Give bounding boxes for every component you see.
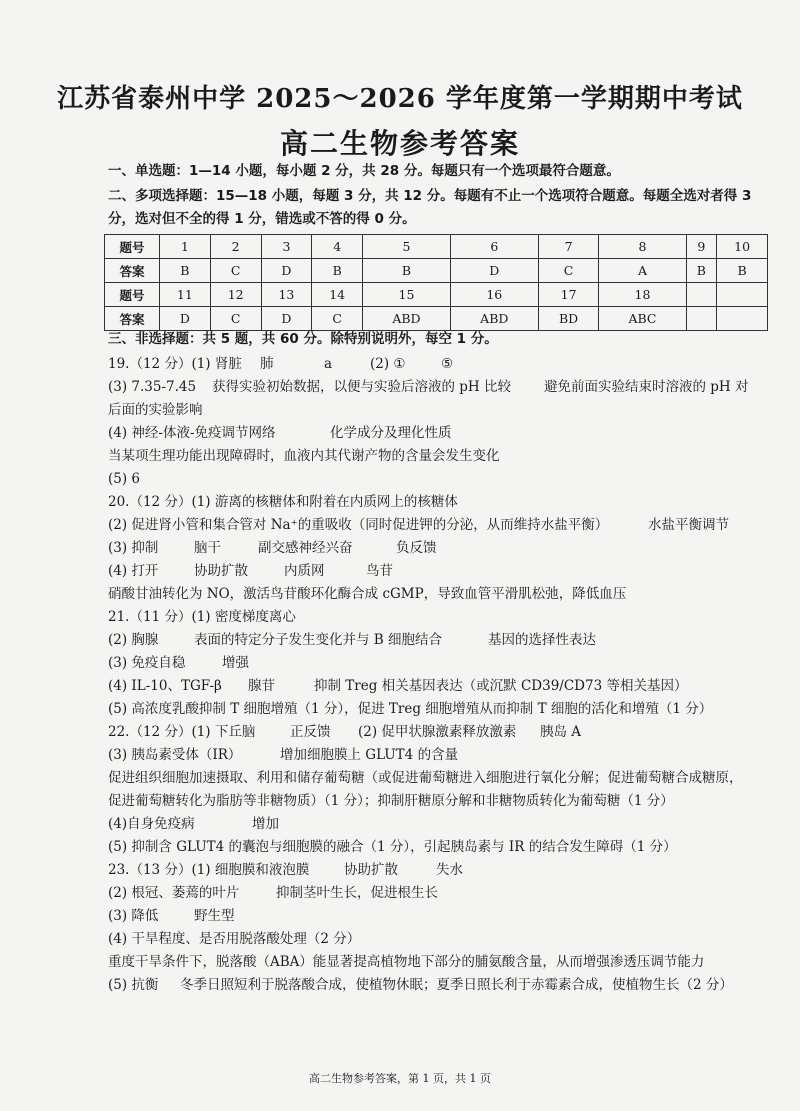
q22-line: (3) 胰岛素受体（IR） 增加细胞膜上 GLUT4 的含量 xyxy=(108,747,459,763)
table-cell: B xyxy=(160,259,211,283)
section-2-heading: 二、多项选择题：15—18 小题，每题 3 分，共 12 分。每题有不止一个选项符合题意。每题全选对者得 3 xyxy=(108,188,752,204)
table-cell: B xyxy=(363,259,451,283)
table-cell: 6 xyxy=(450,235,538,259)
q23-line: (2) 根冠、萎蔫的叶片 抑制茎叶生长，促进根生长 xyxy=(108,885,438,901)
table-cell: 8 xyxy=(599,235,686,259)
q19-line: 19.（12 分）(1) 肾脏 肺 a (2) ① ⑤ xyxy=(108,356,454,372)
table-label-answer: 答案 xyxy=(105,259,160,283)
q22-line: (5) 抑制含 GLUT4 的囊泡与细胞膜的融合（1 分），引起胰岛素与 IR 的结合发生障碍（1 分） xyxy=(108,839,677,855)
table-cell: 11 xyxy=(160,283,211,307)
table-cell: D xyxy=(160,307,211,331)
table-label-number: 题号 xyxy=(105,283,160,307)
q23-line: (5) 抗衡 冬季日照短利于脱落酸合成，使植物休眠；夏季日照长利于赤霉素合成，使植物生长（2 分） xyxy=(108,977,733,993)
table-cell: 3 xyxy=(261,235,312,259)
table-cell: C xyxy=(312,307,363,331)
table-cell xyxy=(686,283,717,307)
section-3-heading: 三、非选择题：共 5 题，共 60 分。除特别说明外，每空 1 分。 xyxy=(108,331,498,347)
q21-line: 21.（11 分）(1) 密度梯度离心 xyxy=(108,609,296,625)
q21-line: (2) 胸腺 表面的特定分子发生变化并与 B 细胞结合 基因的选择性表达 xyxy=(108,632,596,648)
table-cell: 7 xyxy=(538,235,599,259)
table-row-answers-2 xyxy=(105,307,768,331)
q19-line: (5) 6 xyxy=(108,471,141,487)
table-cell: B xyxy=(717,259,768,283)
section-1-heading: 一、单选题：1—14 小题，每小题 2 分，共 28 分。每题只有一个选项最符合题意。 xyxy=(108,163,620,179)
q20-line: 硝酸甘油转化为 NO，激活鸟苷酸环化酶合成 cGMP，导致血管平滑肌松弛，降低血压 xyxy=(108,586,627,602)
table-cell: C xyxy=(210,307,261,331)
table-cell: 14 xyxy=(312,283,363,307)
q23-line: (3) 降低 野生型 xyxy=(108,908,235,924)
q20-line: (2) 促进肾小管和集合管对 Na⁺的重吸收（同时促进钾的分泌，从而维持水盐平衡） 水盐平衡调节 xyxy=(108,517,729,533)
table-cell xyxy=(686,307,717,331)
table-cell xyxy=(717,307,768,331)
table-cell: A xyxy=(599,259,686,283)
table-cell: 18 xyxy=(599,283,686,307)
table-cell: BD xyxy=(538,307,599,331)
table-row-answers-1 xyxy=(105,259,768,283)
q19-line: (4) 神经-体液-免疫调节网络 化学成分及理化性质 xyxy=(108,425,452,441)
q23-line: 重度干旱条件下，脱落酸（ABA）能显著提高植物地下部分的脯氨酸含量，从而增强渗透压调节能力 xyxy=(108,954,705,970)
section-2-heading-cont: 分，选对但不全的得 1 分，错选或不答的得 0 分。 xyxy=(108,211,416,227)
q20-line: (4) 打开 协助扩散 内质网 鸟苷 xyxy=(108,563,393,579)
q19-line: 后面的实验影响 xyxy=(108,402,203,418)
q21-line: (5) 高浓度乳酸抑制 T 细胞增殖（1 分），促进 Treg 细胞增殖从而抑制 T 细胞的活化和增殖（1 分） xyxy=(108,701,713,717)
q22-line: 22.（12 分）(1) 下丘脑 正反馈 (2) 促甲状腺激素释放激素 胰岛 A xyxy=(108,724,582,740)
table-label-answer: 答案 xyxy=(105,307,160,331)
table-cell: 17 xyxy=(538,283,599,307)
q20-line: 20.（12 分）(1) 游离的核糖体和附着在内质网上的核糖体 xyxy=(108,494,458,510)
table-cell: 16 xyxy=(450,283,538,307)
table-cell: ABC xyxy=(599,307,686,331)
table-cell: B xyxy=(312,259,363,283)
table-cell: 12 xyxy=(210,283,261,307)
table-cell xyxy=(717,283,768,307)
table-cell: 5 xyxy=(363,235,451,259)
answer-table xyxy=(104,234,768,331)
page-footer: 高二生物参考答案，第 1 页，共 1 页 xyxy=(309,1072,491,1085)
table-cell: 1 xyxy=(160,235,211,259)
table-cell: 9 xyxy=(686,235,717,259)
school-exam-title: 江苏省泰州中学 2025～2026 学年度第一学期期中考试 xyxy=(57,84,743,114)
table-cell: C xyxy=(210,259,261,283)
table-cell: 2 xyxy=(210,235,261,259)
table-cell: D xyxy=(261,307,312,331)
q21-line: (4) IL-10、TGF-β 腺苷 抑制 Treg 相关基因表达（或沉默 CD39/CD73 等相关基因） xyxy=(108,678,688,694)
document-title: 高二生物参考答案 xyxy=(279,127,520,160)
q23-line: (4) 干旱程度、是否用脱落酸处理（2 分） xyxy=(108,931,361,947)
table-cell: C xyxy=(538,259,599,283)
table-row-numbers-1 xyxy=(105,235,768,259)
table-cell: 15 xyxy=(363,283,451,307)
table-cell: 10 xyxy=(717,235,768,259)
q20-line: (3) 抑制 脑干 副交感神经兴奋 负反馈 xyxy=(108,540,437,556)
table-label-number: 题号 xyxy=(105,235,160,259)
q21-line: (3) 免疫自稳 增强 xyxy=(108,655,249,671)
q19-line: 当某项生理功能出现障碍时，血液内其代谢产物的含量会发生变化 xyxy=(108,448,500,464)
table-cell: 4 xyxy=(312,235,363,259)
answer-body xyxy=(108,353,788,997)
q23-line: 23.（13 分）(1) 细胞膜和液泡膜 协助扩散 失水 xyxy=(108,862,463,878)
table-cell: ABD xyxy=(450,307,538,331)
table-cell: 13 xyxy=(261,283,312,307)
q22-line: 促进葡萄糖转化为脂肪等非糖物质）（1 分）；抑制肝糖原分解和非糖物质转化为葡萄糖（1 分） xyxy=(108,793,674,809)
q19-line: (3) 7.35-7.45 获得实验初始数据，以便与实验后溶液的 pH 比较 避免前面实验结束时溶液的 pH 对 xyxy=(108,379,749,395)
table-cell: B xyxy=(686,259,717,283)
q22-line: 促进组织细胞加速摄取、利用和储存葡萄糖（或促进葡萄糖进入细胞进行氧化分解；促进葡萄糖合成糖原， xyxy=(108,770,743,786)
table-row-numbers-2 xyxy=(105,283,768,307)
q22-line: (4)自身免疫病 增加 xyxy=(108,816,279,832)
table-cell: D xyxy=(450,259,538,283)
table-cell: ABD xyxy=(363,307,451,331)
table-cell: D xyxy=(261,259,312,283)
